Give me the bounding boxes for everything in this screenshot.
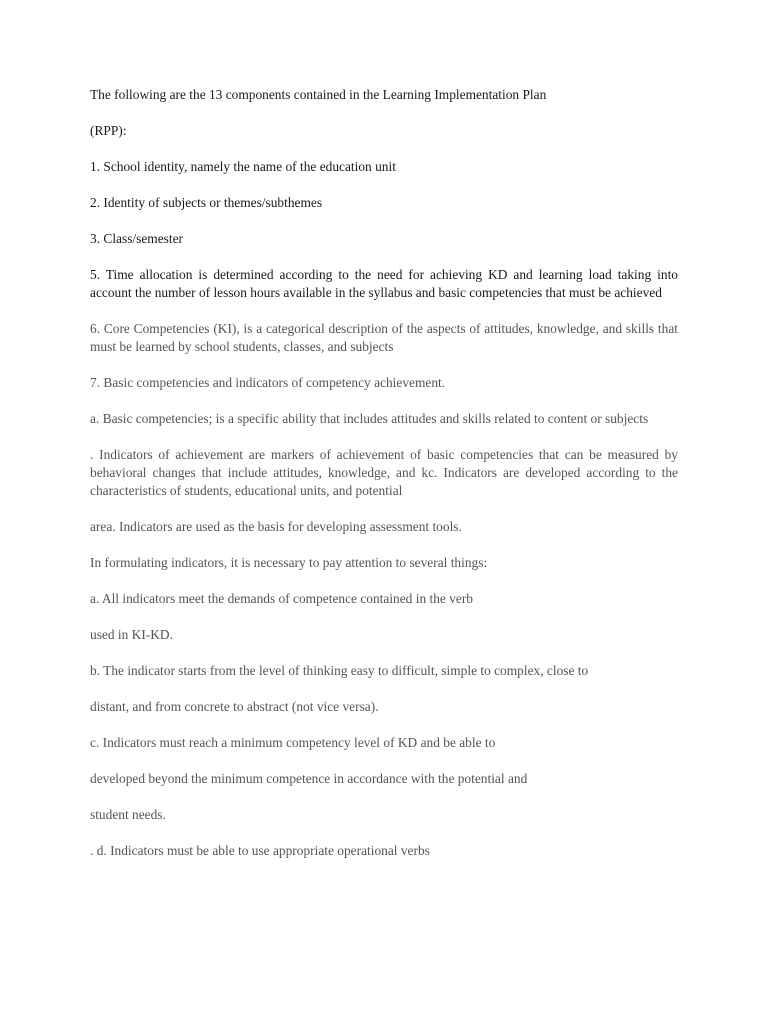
paragraph: 5. Time allocation is determined according to the need for achieving KD and learning load taking into account the number of lesson hours available in the syllabus and basic competencies that must be achieved [90,267,678,300]
paragraph: 2. Identity of subjects or themes/subthemes [90,195,323,210]
paragraph: (RPP): [90,123,127,138]
paragraph: b. The indicator starts from the level of thinking easy to difficult, simple to complex, close to [90,663,589,678]
paragraph: student needs. [90,807,166,822]
paragraph: In formulating indicators, it is necessary to pay attention to several things: [90,555,488,570]
paragraph: area. Indicators are used as the basis for developing assessment tools. [90,519,462,534]
paragraph: . Indicators of achievement are markers of achievement of basic competencies that can be measured by behavioral changes that include attitudes, knowledge, and kc. Indicators are developed according to the characteristics of students, educational units, and potential [90,447,678,498]
paragraph: a. All indicators meet the demands of competence contained in the verb [90,591,473,606]
paragraph: . d. Indicators must be able to use appropriate operational verbs [90,843,430,858]
paragraph: developed beyond the minimum competence in accordance with the potential and [90,771,528,786]
paragraph: 7. Basic competencies and indicators of competency achievement. [90,375,446,390]
paragraph: The following are the 13 components contained in the Learning Implementation Plan [90,87,547,102]
paragraph: 6. Core Competencies (KI), is a categorical description of the aspects of attitudes, knowledge, and skills that must be learned by school students, classes, and subjects [90,321,678,354]
paragraph: 1. School identity, namely the name of the education unit [90,159,396,174]
paragraph: distant, and from concrete to abstract (not vice versa). [90,699,379,714]
document-page [90,86,678,878]
paragraph: a. Basic competencies; is a specific ability that includes attitudes and skills related to content or subjects [90,411,649,426]
paragraph: 3. Class/semester [90,231,183,246]
paragraph: c. Indicators must reach a minimum competency level of KD and be able to [90,735,496,750]
paragraph: used in KI-KD. [90,627,173,642]
